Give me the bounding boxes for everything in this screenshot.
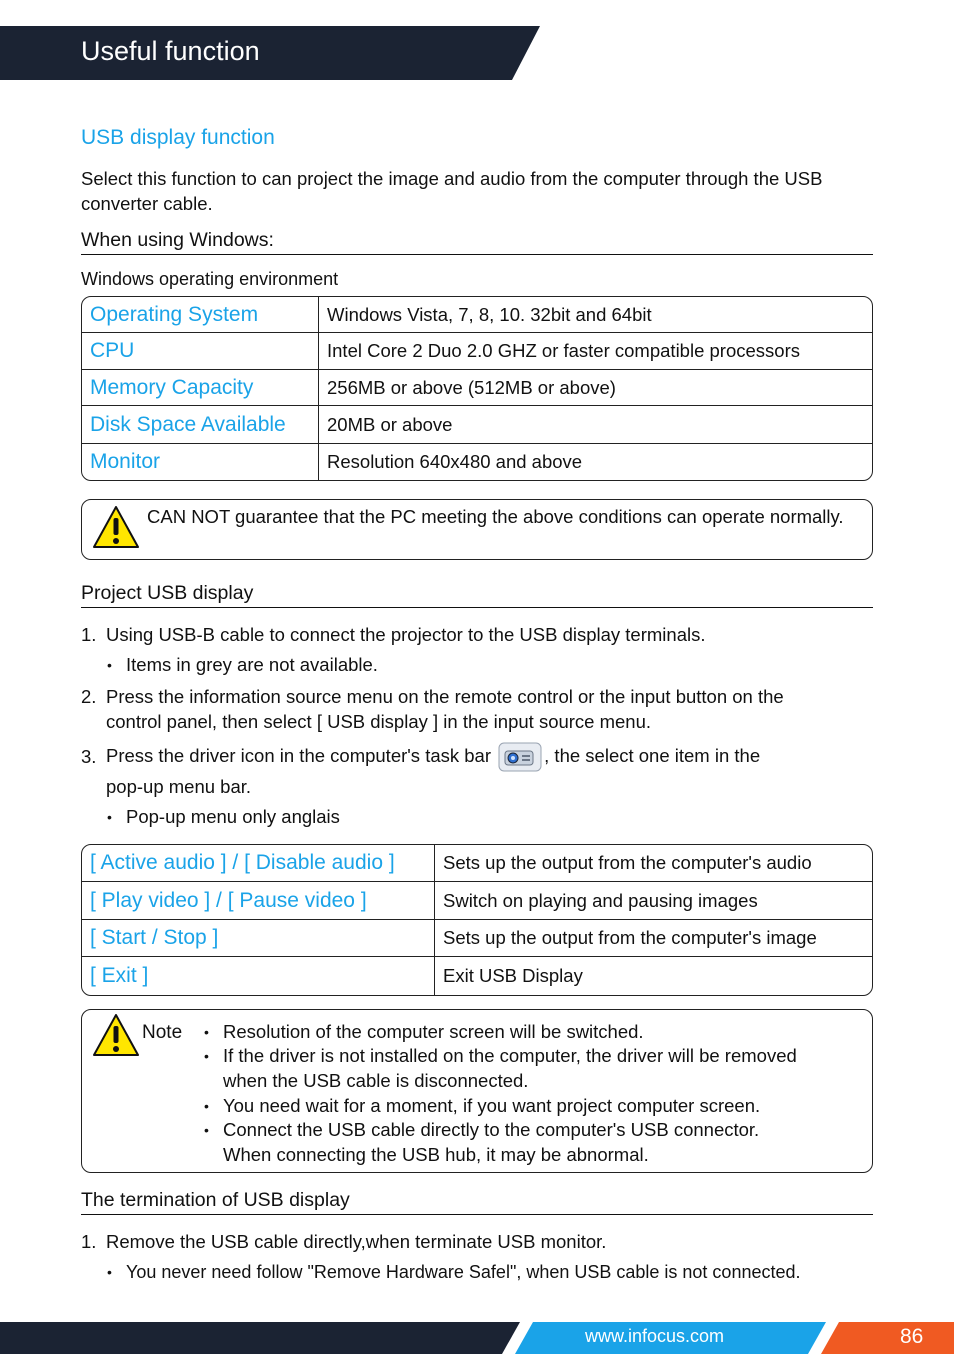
menu-item-description: Sets up the output from the computer's audio	[435, 845, 872, 882]
requirement-value: 256MB or above (512MB or above)	[319, 370, 872, 406]
requirement-key: Disk Space Available	[82, 406, 319, 444]
table-row	[82, 920, 872, 957]
requirement-key: Memory Capacity	[82, 370, 319, 406]
bullet-text: Items in grey are not available.	[126, 654, 378, 675]
bullet-text: Pop-up menu only anglais	[126, 806, 340, 827]
bullet-item	[107, 1260, 887, 1284]
note-text-line1: If the driver is not installed on the computer, the driver will be removed	[223, 1045, 797, 1066]
requirement-key: Monitor	[82, 444, 319, 480]
menu-item-label: [ Active audio ] / [ Disable audio ]	[82, 845, 435, 882]
menu-item-label: [ Play video ] / [ Pause video ]	[82, 882, 435, 920]
note-bullet	[204, 1118, 869, 1167]
table-row	[82, 406, 872, 444]
intro-paragraph: Select this function to can project the image and audio from the computer through the USB converter cable.	[81, 168, 823, 214]
step-item	[81, 684, 873, 734]
step-number: 3.	[81, 746, 97, 767]
note-label: Note	[142, 1022, 183, 1043]
table-row	[82, 370, 872, 406]
menu-item-description: Exit USB Display	[443, 965, 583, 986]
environment-caption: Windows operating environment	[81, 269, 339, 289]
termination-heading: The termination of USB display	[81, 1189, 873, 1215]
table-row	[82, 444, 872, 480]
table-row	[82, 957, 872, 995]
page-header-title: Useful function	[81, 36, 260, 66]
popup-menu-table	[81, 844, 873, 996]
menu-item-label: [ Start / Stop ]	[82, 920, 435, 957]
windows-heading: When using Windows:	[81, 229, 873, 255]
step-text-line2: control panel, then select [ USB display ] in the input source menu.	[106, 711, 652, 732]
step-item	[81, 622, 873, 647]
step-item	[81, 742, 873, 802]
page-number: 86	[900, 1325, 924, 1348]
table-row	[82, 845, 872, 882]
step-number: 1.	[81, 624, 97, 645]
menu-item-label: [ Exit ]	[82, 957, 435, 995]
step-text-line1	[106, 742, 760, 772]
requirement-key: CPU	[82, 333, 319, 370]
requirement-value: Windows Vista, 7, 8, 10. 32bit and 64bit	[319, 297, 872, 333]
step-text: Using USB-B cable to connect the projector to the USB display terminals.	[106, 624, 706, 645]
bullet-dot: •	[107, 809, 112, 825]
step-number: 2.	[81, 686, 97, 707]
table-row	[82, 882, 872, 920]
bullet-item	[107, 805, 867, 829]
project-heading: Project USB display	[81, 582, 873, 608]
bullet-dot: •	[204, 1024, 209, 1040]
requirement-value: Resolution 640x480 and above	[327, 451, 583, 472]
table-row	[82, 297, 872, 333]
step-number: 1.	[81, 1231, 97, 1252]
footer-website-link[interactable]: www.infocus.com	[585, 1326, 725, 1346]
table-row	[82, 333, 872, 370]
warning-icon	[92, 1013, 140, 1057]
bullet-dot: •	[107, 657, 112, 673]
step-text: Remove the USB cable directly,when terminate USB monitor.	[106, 1231, 607, 1252]
menu-item-description: Sets up the output from the computer's image	[435, 920, 872, 957]
bullet-dot: •	[204, 1122, 209, 1138]
bullet-item	[107, 653, 867, 677]
note-bullet	[204, 1020, 869, 1044]
step-item	[81, 1229, 873, 1254]
note-bullet	[204, 1094, 869, 1118]
step-text-line1: Press the information source menu on the remote control or the input button on the	[106, 686, 784, 707]
step-text-before-icon: Press the driver icon in the computer's task bar	[106, 744, 492, 766]
note-text: You need wait for a moment, if you want project computer screen.	[223, 1095, 761, 1116]
bullet-text: You never need follow "Remove Hardware Safel", when USB cable is not connected.	[126, 1262, 801, 1282]
step-text-after-icon: , the select one item in the	[544, 744, 761, 766]
requirement-value: Intel Core 2 Duo 2.0 GHZ or faster compatible processors	[319, 333, 872, 370]
bullet-dot: •	[107, 1264, 112, 1280]
projector-driver-icon	[498, 742, 542, 772]
warning-text: CAN NOT guarantee that the PC meeting the above conditions can operate normally.	[147, 506, 844, 527]
bullet-dot: •	[204, 1048, 209, 1064]
requirements-table	[81, 296, 873, 481]
warning-icon	[92, 505, 140, 549]
note-text: Resolution of the computer screen will be switched.	[223, 1021, 644, 1042]
footer-band	[0, 1322, 954, 1354]
requirement-key: Operating System	[82, 297, 319, 333]
menu-item-description: Switch on playing and pausing images	[435, 882, 872, 920]
section-title: USB display function	[81, 126, 275, 149]
requirement-value: 20MB or above	[319, 406, 872, 444]
step-text-line2: pop-up menu bar.	[106, 776, 252, 797]
note-text-line1: Connect the USB cable directly to the computer's USB connector.	[223, 1119, 760, 1140]
note-bullet	[204, 1044, 869, 1093]
note-text-line2: when the USB cable is disconnected.	[223, 1070, 529, 1091]
note-text-line2: When connecting the USB hub, it may be abnormal.	[223, 1144, 649, 1165]
bullet-dot: •	[204, 1098, 209, 1114]
